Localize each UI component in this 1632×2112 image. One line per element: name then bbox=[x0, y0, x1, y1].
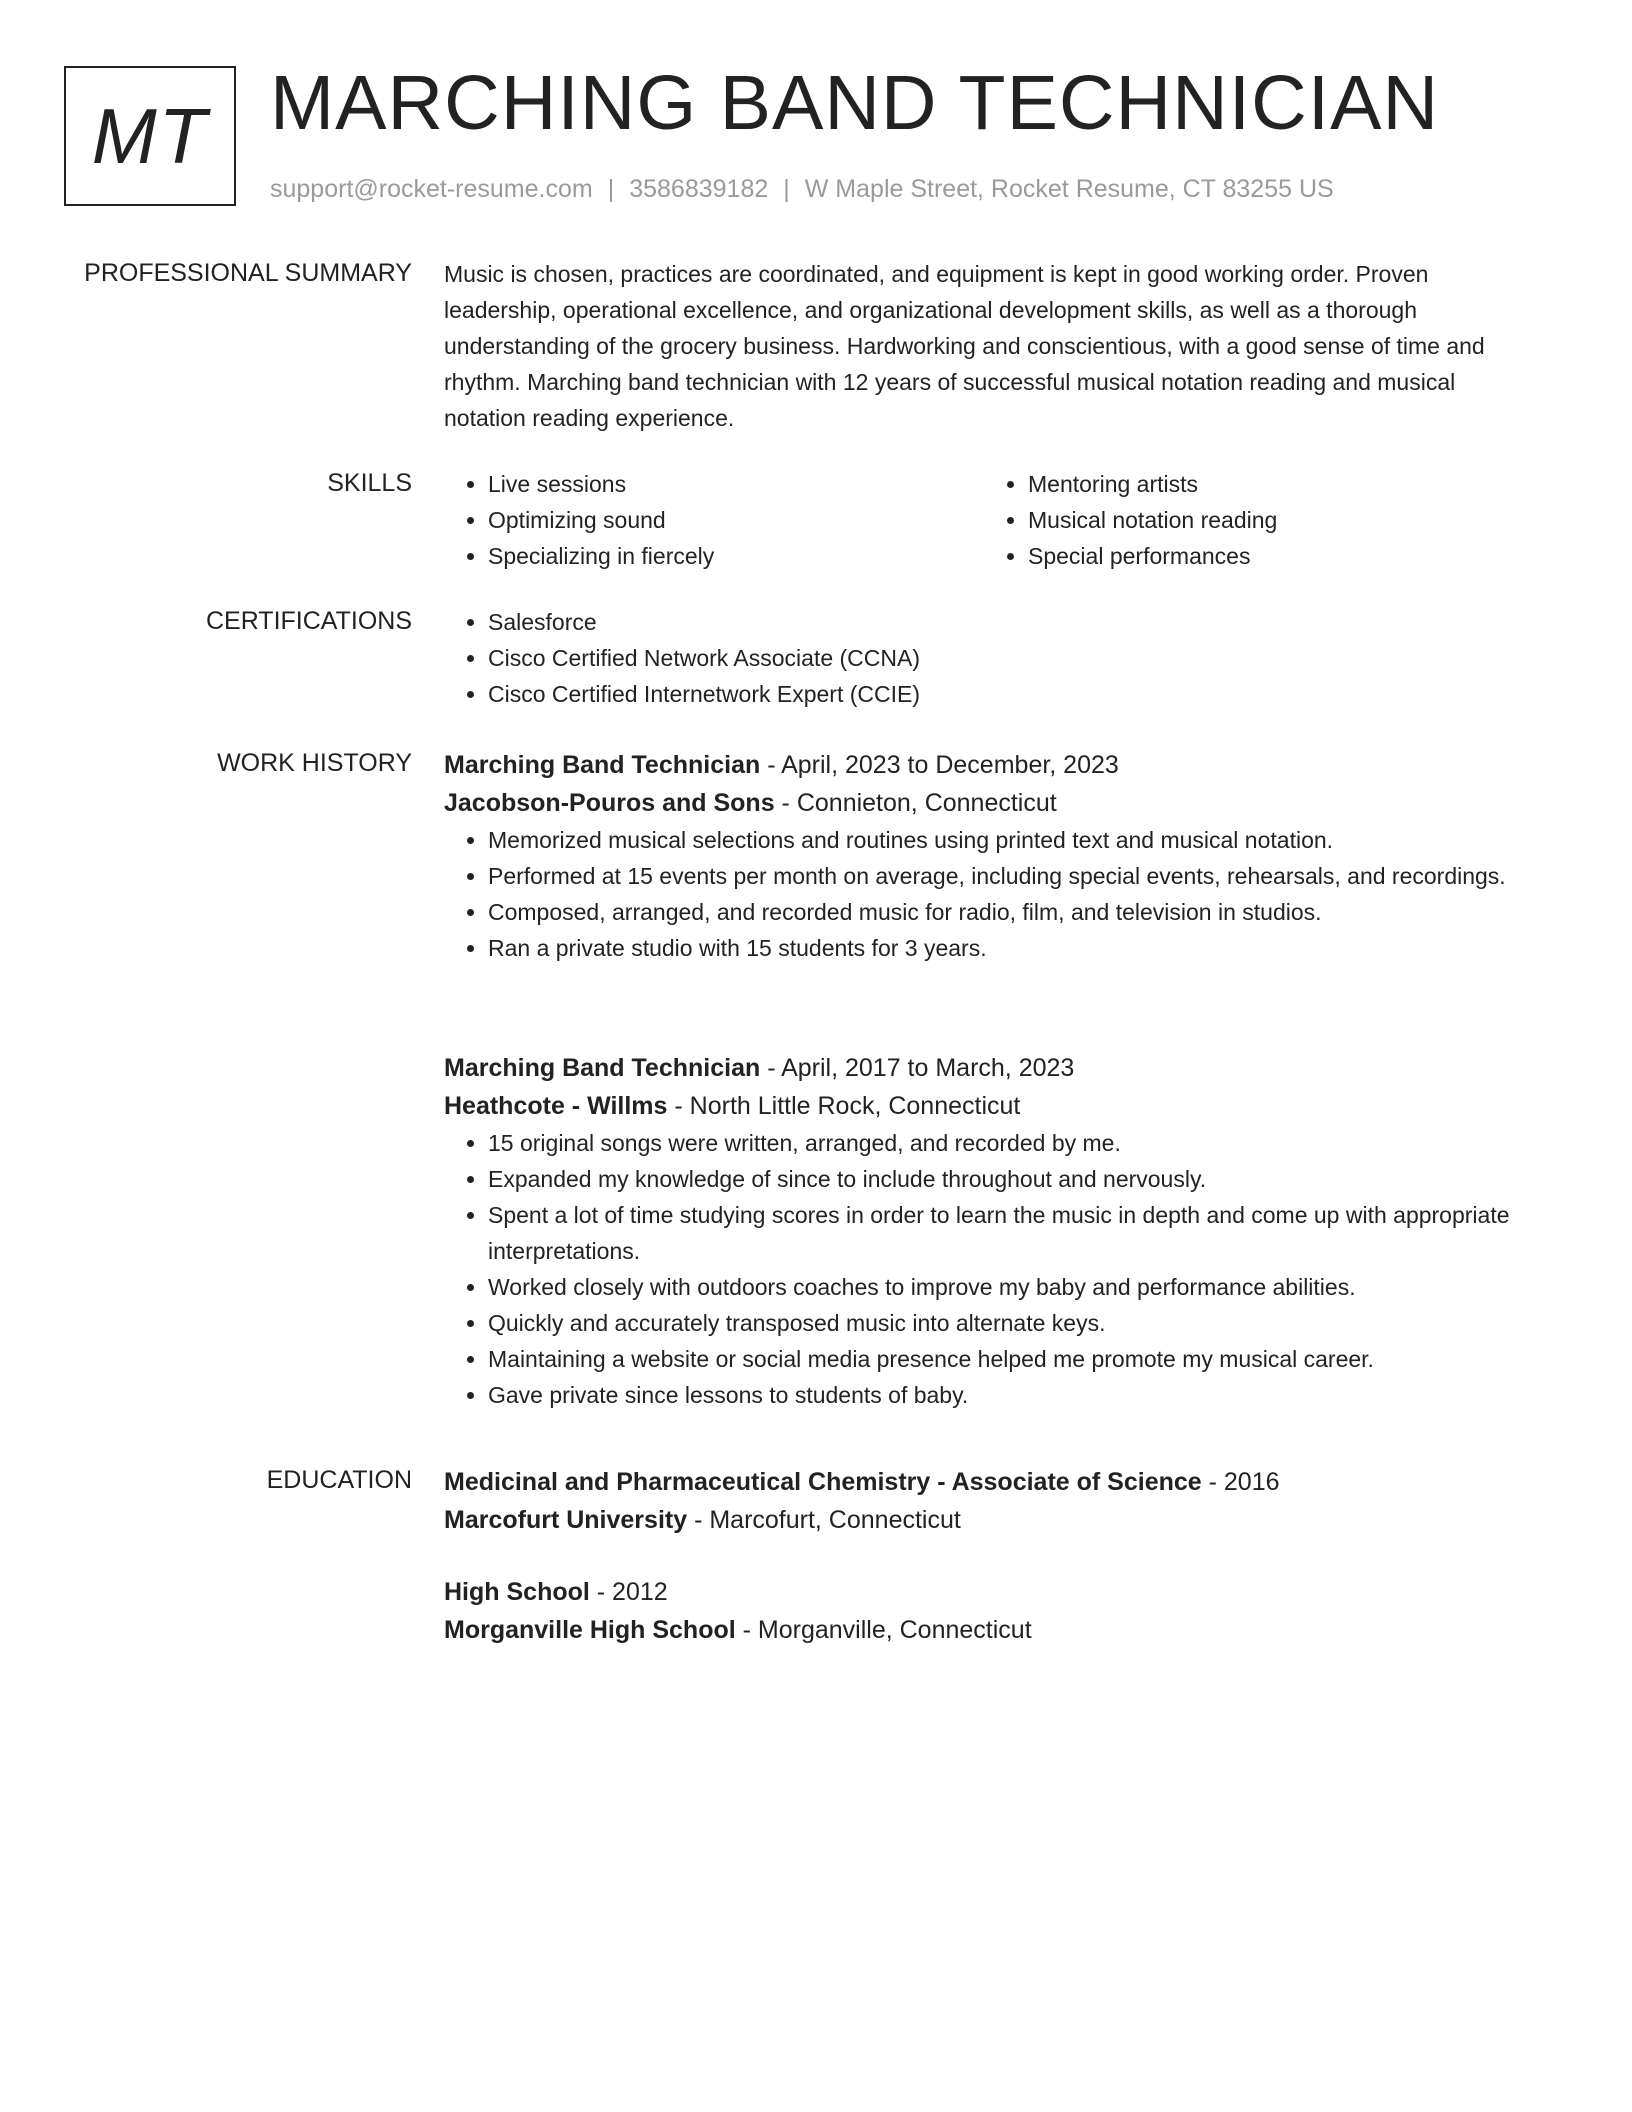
section-label-certifications: CERTIFICATIONS bbox=[205, 607, 412, 635]
skill-item: • Optimizing sound bbox=[488, 502, 984, 538]
job-title-line bbox=[444, 1049, 1524, 1087]
summary-body bbox=[444, 256, 1524, 436]
skill-item: • Live sessions bbox=[488, 466, 984, 502]
contact-address: W Maple Street, Rocket Resume, CT 83255 US bbox=[804, 175, 1334, 203]
skill-item: • Specializing in fiercely bbox=[488, 538, 984, 574]
school-line bbox=[444, 1611, 1524, 1649]
monogram-badge: MT bbox=[64, 66, 236, 206]
section-label-work-history: WORK HISTORY bbox=[217, 749, 412, 777]
job-bullet: • Memorized musical selections and routines using printed text and musical notation. bbox=[488, 822, 1524, 858]
summary-text: Music is chosen, practices are coordinated, and equipment is kept in good working order. Proven leadership, operational excellence, and organizational development skills, as well as a thorough understanding of the grocery business. Hardworking and conscientious, with a good sense of time and rhythm. Marching band technician with 12 years of successful musical notation reading and musical notation reading experience. bbox=[444, 261, 1485, 431]
education-entry bbox=[444, 1573, 1524, 1649]
job-bullet: • Composed, arranged, and recorded music for radio, film, and television in studios. bbox=[488, 894, 1524, 930]
contact-separator: | bbox=[607, 175, 615, 203]
section-label-summary: PROFESSIONAL SUMMARY bbox=[84, 259, 412, 287]
degree-name: Medicinal and Pharmaceutical Chemistry - Associate of Science bbox=[444, 1468, 1202, 1496]
job-bullets bbox=[444, 822, 1524, 966]
job-company-line bbox=[444, 784, 1524, 822]
job-bullet: • 15 original songs were written, arranged, and recorded by me. bbox=[488, 1125, 1524, 1161]
degree-name: High School bbox=[444, 1578, 590, 1606]
education-entry bbox=[444, 1463, 1524, 1539]
job-entry bbox=[444, 1049, 1524, 1413]
job-bullet: • Maintaining a website or social media presence helped me promote my musical career. bbox=[488, 1341, 1524, 1377]
job-title-line bbox=[444, 746, 1524, 784]
degree-line bbox=[444, 1573, 1524, 1611]
section-label-skills: SKILLS bbox=[327, 469, 412, 497]
job-company: Heathcote - Willms bbox=[444, 1092, 668, 1120]
degree-year: - 2012 bbox=[589, 1578, 668, 1606]
job-bullet: • Spent a lot of time studying scores in order to learn the music in depth and come up with appropriate interpretations. bbox=[488, 1197, 1524, 1269]
skills-list-left bbox=[444, 466, 984, 574]
certification-item: • Cisco Certified Internetwork Expert (CCIE) bbox=[488, 676, 1524, 712]
skill-item: • Musical notation reading bbox=[1028, 502, 1524, 538]
job-location: - North Little Rock, Connecticut bbox=[667, 1092, 1021, 1120]
page-title: MARCHING BAND TECHNICIAN bbox=[270, 60, 1440, 146]
job-bullet: • Ran a private studio with 15 students for 3 years. bbox=[488, 930, 1524, 966]
skill-item: • Special performances bbox=[1028, 538, 1524, 574]
job-company: Jacobson-Pouros and Sons bbox=[444, 789, 775, 817]
contact-separator: | bbox=[783, 175, 790, 203]
job-company-line bbox=[444, 1087, 1524, 1125]
contact-email[interactable]: support@rocket-resume.com bbox=[270, 175, 593, 203]
job-title: Marching Band Technician bbox=[444, 1054, 761, 1082]
school-line bbox=[444, 1501, 1524, 1539]
job-bullet: • Performed at 15 events per month on average, including special events, rehearsals, and recordings. bbox=[488, 858, 1524, 894]
degree-year: - 2016 bbox=[1201, 1468, 1280, 1496]
section-label-education: EDUCATION bbox=[266, 1466, 412, 1494]
contact-phone[interactable]: 3586839182 bbox=[629, 175, 769, 203]
certification-item: • Salesforce bbox=[488, 604, 1524, 640]
school-name: Morganville High School bbox=[444, 1616, 736, 1644]
skills-list-right bbox=[984, 466, 1524, 574]
job-bullet: • Quickly and accurately transposed music into alternate keys. bbox=[488, 1305, 1524, 1341]
job-dates: - April, 2023 to December, 2023 bbox=[760, 751, 1119, 779]
job-bullet: • Expanded my knowledge of since to include throughout and nervously. bbox=[488, 1161, 1524, 1197]
degree-line bbox=[444, 1463, 1524, 1501]
job-entry bbox=[444, 746, 1524, 966]
certification-item: • Cisco Certified Network Associate (CCNA) bbox=[488, 640, 1524, 676]
school-location: - Morganville, Connecticut bbox=[735, 1616, 1032, 1644]
job-location: - Connieton, Connecticut bbox=[774, 789, 1057, 817]
certifications-body bbox=[444, 604, 1524, 712]
school-name: Marcofurt University bbox=[444, 1506, 688, 1534]
contact-line bbox=[270, 172, 1334, 206]
skill-item: • Mentoring artists bbox=[1028, 466, 1524, 502]
job-title: Marching Band Technician bbox=[444, 751, 761, 779]
job-bullet: • Gave private since lessons to students of baby. bbox=[488, 1377, 1524, 1413]
job-dates: - April, 2017 to March, 2023 bbox=[760, 1054, 1075, 1082]
job-bullet: • Worked closely with outdoors coaches to improve my baby and performance abilities. bbox=[488, 1269, 1524, 1305]
school-location: - Marcofurt, Connecticut bbox=[687, 1506, 961, 1534]
skills-body bbox=[444, 466, 1524, 574]
job-bullets bbox=[444, 1125, 1524, 1413]
certifications-list bbox=[444, 604, 1524, 712]
